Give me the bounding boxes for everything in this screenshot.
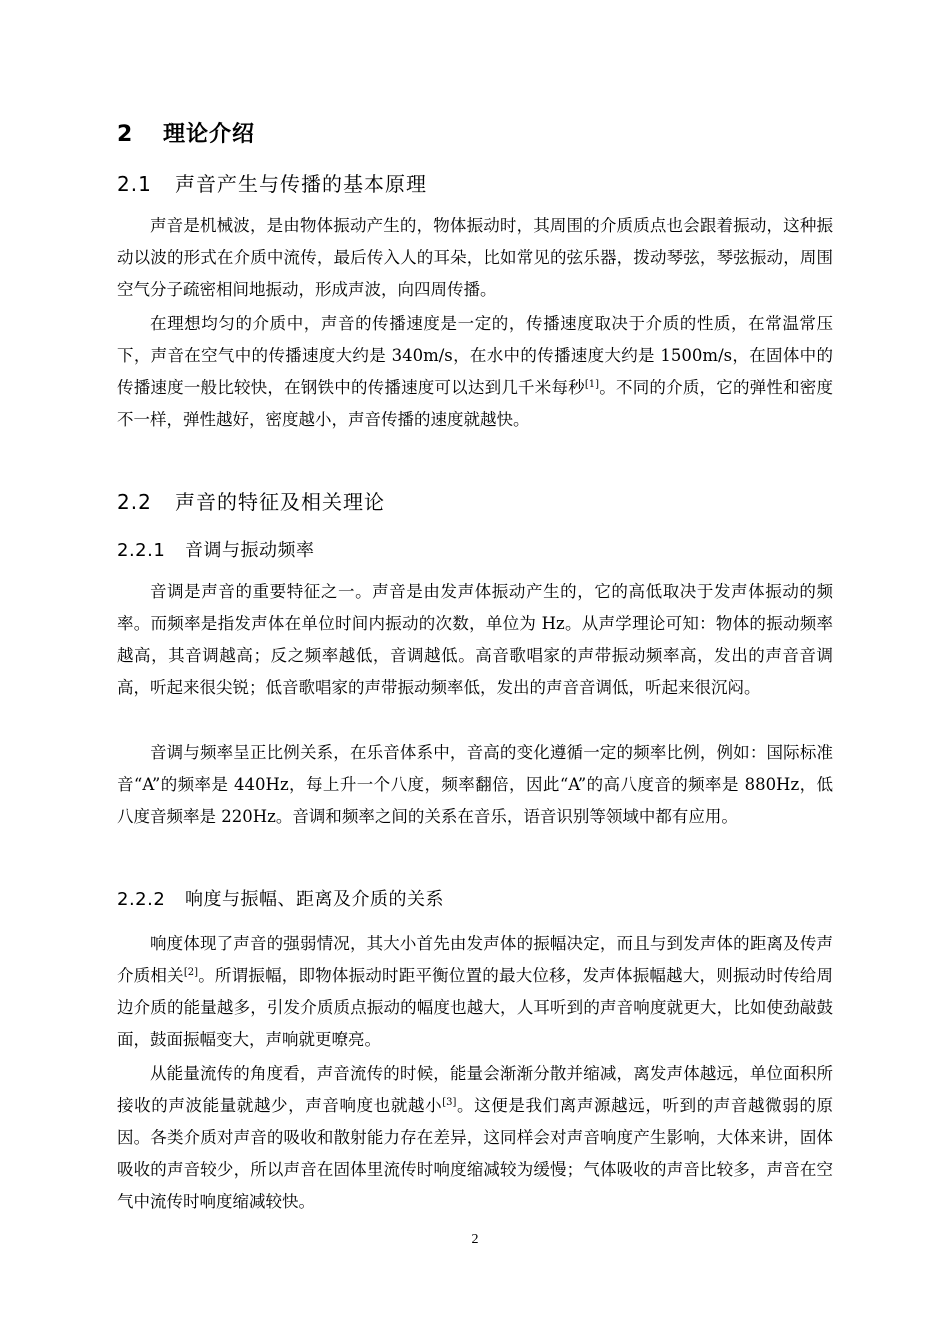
paragraph-text: 。这便是我们离声源越远，听到的声音越微弱的原因。各类介质对声音的吸收和散射能力存在差异，这同样会对声音响度产生影响，大体来讲，固体吸收的声音较少，所以声音在固体里流传时响度缩减较为缓慢；气体吸收的声音比较多，声音在空气中流传时响度缩减较快。 (117, 1096, 834, 1211)
section-2-2-1-paragraph-2: 音调与频率呈正比例关系，在乐音体系中，音高的变化遵循一定的频率比例，例如：国际标准音“A”的频率是 440Hz，每上升一个八度，频率翻倍，因此“A”的高八度音的频率是 880Hz，低八度音频率是 220Hz。音调和频率之间的关系在音乐，语音识别等领域中都有应用。 (117, 743, 833, 826)
section-2-1-heading (117, 168, 427, 197)
section-2-2-2-paragraph-1 (117, 928, 833, 1056)
paragraph-text: 。不同的介质，它的弹性和密度不一样，弹性越好，密度越小，声音传播的速度就越快。 (117, 378, 834, 429)
citation-ref: [3] (442, 1097, 457, 1108)
section-2-2-1-heading (117, 536, 315, 562)
section-2-2-2-title: 响度与振幅、距离及介质的关系 (185, 889, 444, 910)
section-2-2-1-title: 音调与振动频率 (185, 540, 315, 561)
section-2-2-title: 声音的特征及相关理论 (175, 490, 385, 514)
section-2-2-heading (117, 486, 385, 515)
section-2-2-1-paragraph-1: 音调是声音的重要特征之一。声音是由发声体振动产生的，它的高低取决于发声体振动的频率。而频率是指发声体在单位时间内振动的次数，单位为 Hz。从声学理论可知：物体的振动频率越高，其音调越高；反之频率越低，音调越低。高音歌唱家的声带振动频率高，发出的声音音调高，听起来很尖锐；低音歌唱家的声带振动频率低，发出的声音音调低，听起来很沉闷。 (117, 582, 833, 697)
citation-ref: [2] (183, 967, 199, 978)
section-2-2-2-number: 2.2.2 (117, 889, 166, 910)
section-2-2-1-number: 2.2.1 (117, 540, 166, 561)
citation-ref: [1] (584, 379, 600, 390)
section-2-1-number: 2.1 (117, 172, 152, 196)
chapter-title: 理论介绍 (163, 122, 256, 147)
paragraph-text: 在理想均匀的介质中，声音的传播速度是一定的，传播速度取决于介质的性质，在常温常压下，声音在空气中的传播速度大约是 340m/s，在水中的传播速度大约是 1500m/s，在固体中的传播速度一般比较快，在钢铁中的传播速度可以达到几千米每秒 (117, 314, 833, 397)
section-2-2-2-paragraph-2 (117, 1058, 833, 1218)
paragraph-text: 从能量流传的角度看，声音流传的时候，能量会渐渐分散并缩减，离发声体越远，单位面积所接收的声波能量就越少，声音响度也就越小 (117, 1064, 833, 1115)
section-2-2-number: 2.2 (117, 490, 152, 514)
section-2-1-title: 声音产生与传播的基本原理 (175, 172, 427, 196)
section-2-2-2-heading (117, 885, 444, 911)
section-2-1-paragraph-2 (117, 308, 833, 436)
page-number: 2 (471, 1232, 479, 1247)
chapter-heading (117, 117, 255, 148)
paragraph-text: 响度体现了声音的强弱情况，其大小首先由发声体的振幅决定，而且与到发声体的距离及传声介质相关 (117, 934, 833, 985)
chapter-number: 2 (117, 122, 134, 147)
paragraph-text: 。所谓振幅，即物体振动时距平衡位置的最大位移，发声体振幅越大，则振动时传给周边介质的能量越多，引发介质质点振动的幅度也越大，人耳听到的声音响度就更大，比如使劲敲鼓面，鼓面振幅变大，声响就更嘹亮。 (117, 966, 834, 1049)
section-2-1-paragraph-1: 声音是机械波，是由物体振动产生的，物体振动时，其周围的介质质点也会跟着振动，这种振动以波的形式在介质中流传，最后传入人的耳朵，比如常见的弦乐器，拨动琴弦，琴弦振动，周围空气分子疏密相间地振动，形成声波，向四周传播。 (117, 216, 833, 299)
